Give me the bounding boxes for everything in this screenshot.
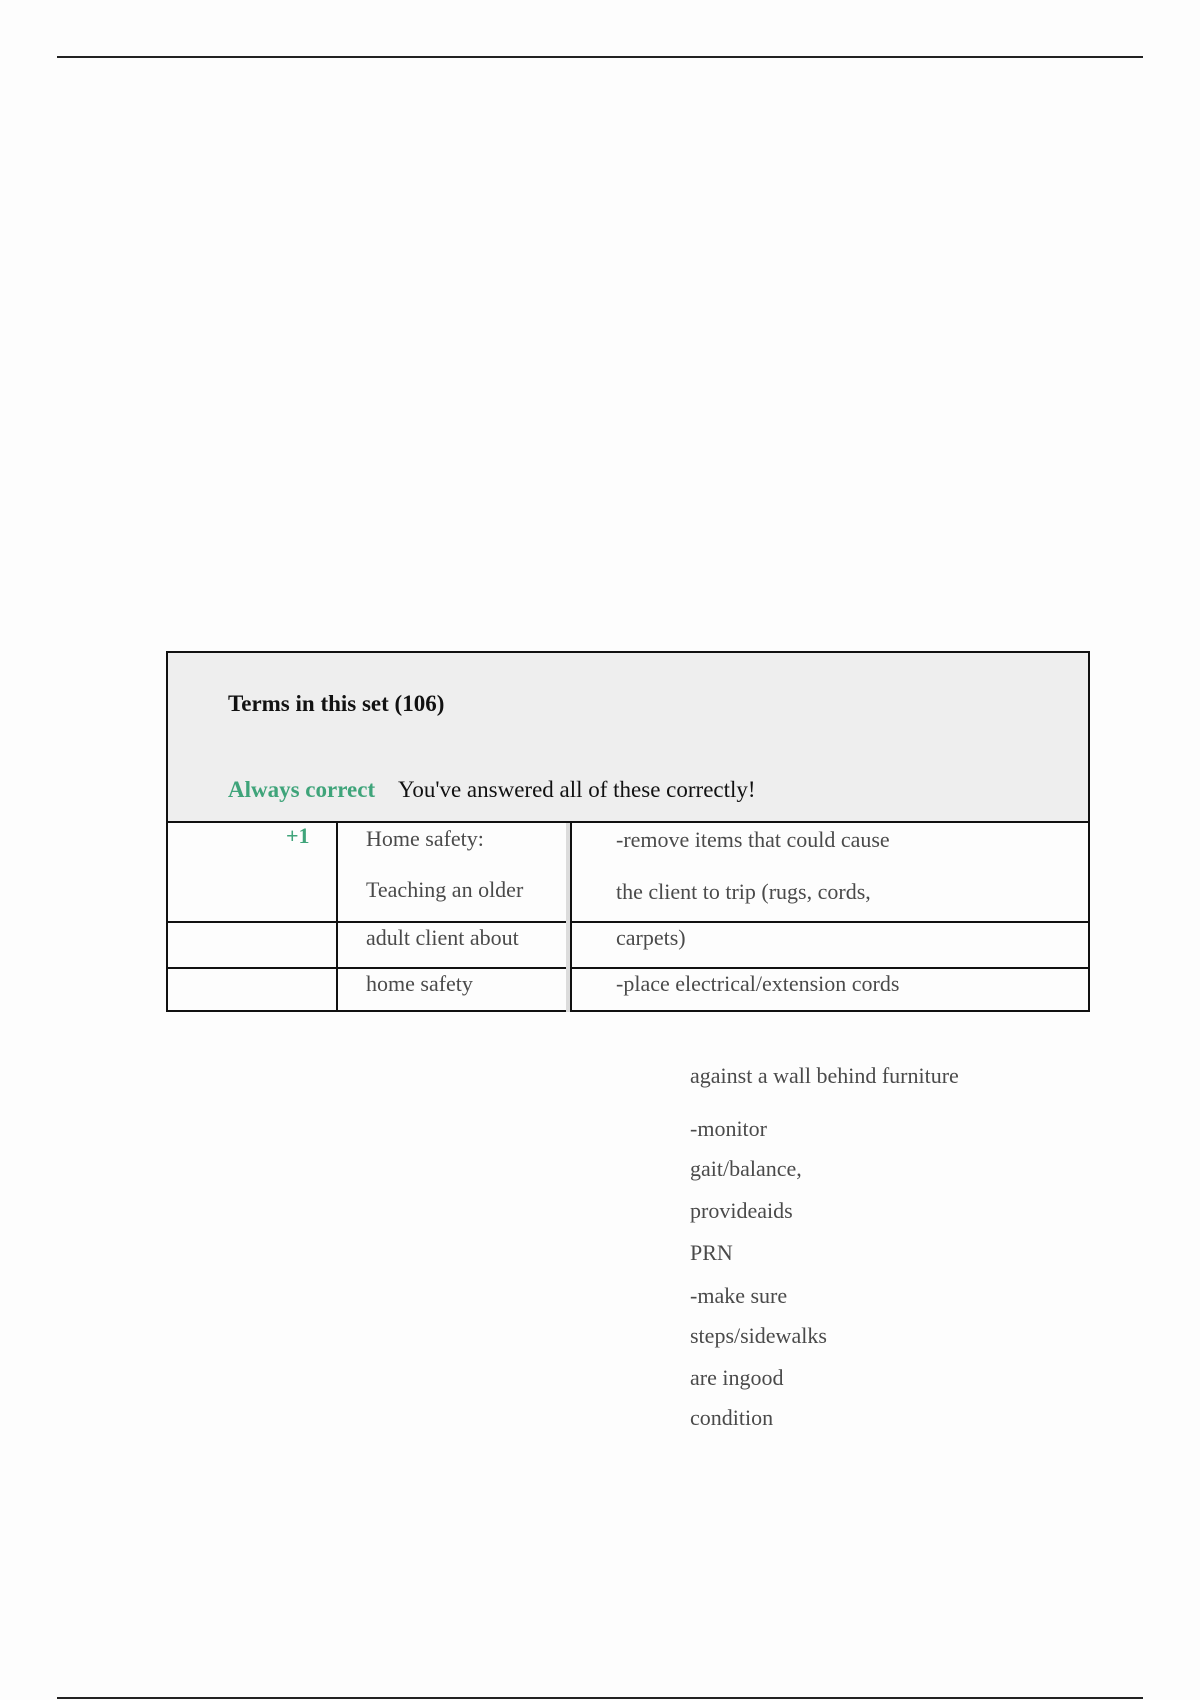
definition-overflow-line: steps/sidewalks [690,1323,827,1348]
row-divider [168,967,1088,969]
term-line: Teaching an older [366,877,524,902]
term-line: Home safety: [366,826,484,851]
definition-overflow-line: condition [690,1405,774,1430]
status-line [228,777,756,803]
definition-line: carpets) [616,925,686,950]
top-rule [57,56,1143,58]
status-message: You've answered all of these correctly! [398,777,756,802]
terms-title: Terms in this set (106) [228,691,445,716]
column-divider [336,823,338,1012]
definition-line: -remove items that could cause [616,827,890,852]
row-divider [168,921,1088,923]
term-line: home safety [366,971,473,996]
terms-set-box [166,651,1090,1012]
score-badge: +1 [286,823,310,848]
column-divider [570,823,572,1012]
definition-line: -place electrical/extension cords [616,971,900,996]
term-line: adult client about [366,925,519,950]
definition-overflow-line: PRN [690,1240,733,1265]
status-badge: Always correct [228,777,376,802]
bottom-rule [57,1697,1143,1699]
definition-overflow-line: are ingood [690,1365,784,1390]
definition-overflow-line: gait/balance, [690,1156,802,1181]
definition-overflow-line: -monitor [690,1116,767,1141]
definition-overflow-line: against a wall behind furniture [690,1063,959,1088]
definition-line: the client to trip (rugs, cords, [616,879,871,904]
definition-overflow-line: -make sure [690,1283,788,1308]
definition-overflow-line: provideaids [690,1198,793,1223]
terms-header [168,653,1088,823]
